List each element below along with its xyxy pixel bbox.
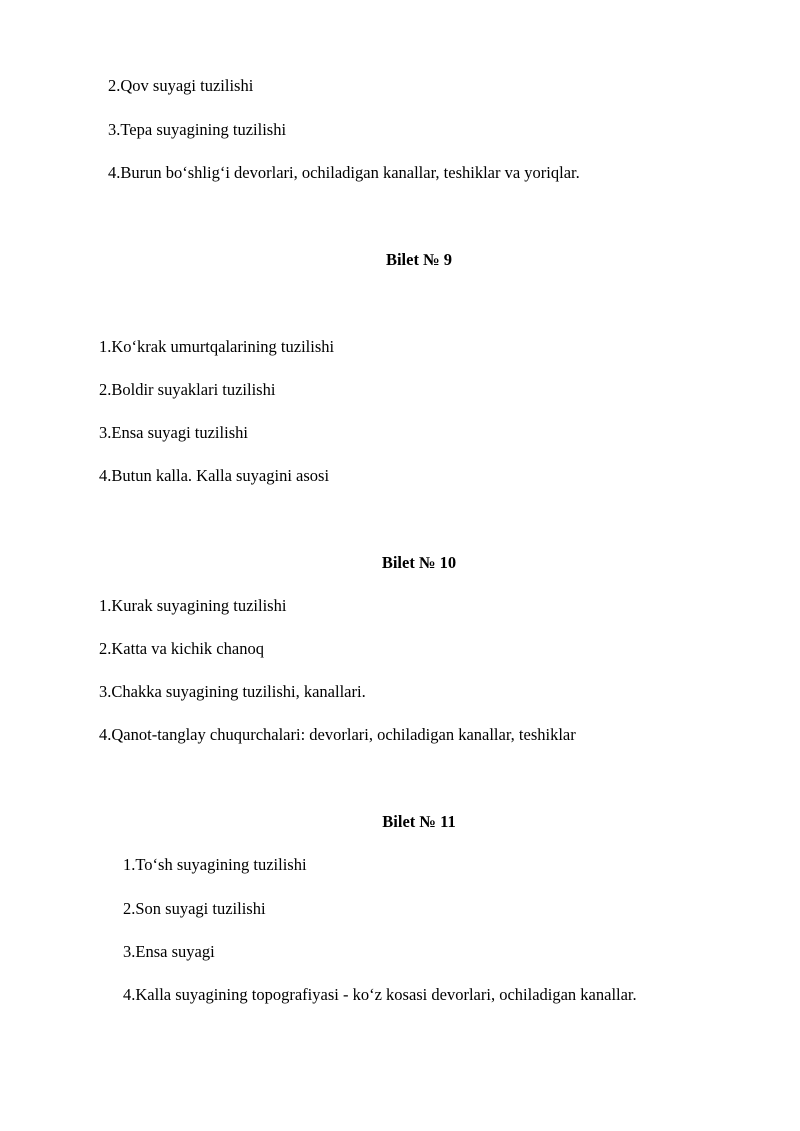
list-item: 3.Chakka suyagining tuzilishi, kanallari. <box>99 682 366 701</box>
ticket-heading: Bilet № 11 <box>382 812 456 831</box>
list-item: 3.Tepa suyagining tuzilishi <box>108 120 287 139</box>
list-item: 4.Qanot-tanglay chuqurchalari: devorlari, ochiladigan kanallar, teshiklar <box>99 725 576 744</box>
ticket-heading: Bilet № 9 <box>385 250 453 269</box>
list-item: 1.To‘sh suyagining tuzilishi <box>123 855 307 874</box>
list-item: 4.Burun bo‘shlig‘i devorlari, ochiladigan kanallar, teshiklar va yoriqlar. <box>108 163 580 182</box>
list-item: 2.Son suyagi tuzilishi <box>123 899 266 918</box>
list-item: 2.Boldir suyaklari tuzilishi <box>99 380 276 399</box>
ticket-heading: Bilet № 10 <box>381 553 457 572</box>
list-item: 3.Ensa suyagi <box>123 942 215 961</box>
list-item: 3.Ensa suyagi tuzilishi <box>99 423 248 442</box>
list-item: 4.Butun kalla. Kalla suyagini asosi <box>99 466 330 485</box>
list-item: 2.Qov suyagi tuzilishi <box>108 76 254 95</box>
list-item: 4.Kalla suyagining topografiyasi - ko‘z kosasi devorlari, ochiladigan kanallar. <box>123 985 637 1004</box>
list-item: 1.Ko‘krak umurtqalarining tuzilishi <box>99 337 335 356</box>
list-item: 2.Katta va kichik chanoq <box>99 639 264 658</box>
list-item: 1.Kurak suyagining tuzilishi <box>99 596 287 615</box>
